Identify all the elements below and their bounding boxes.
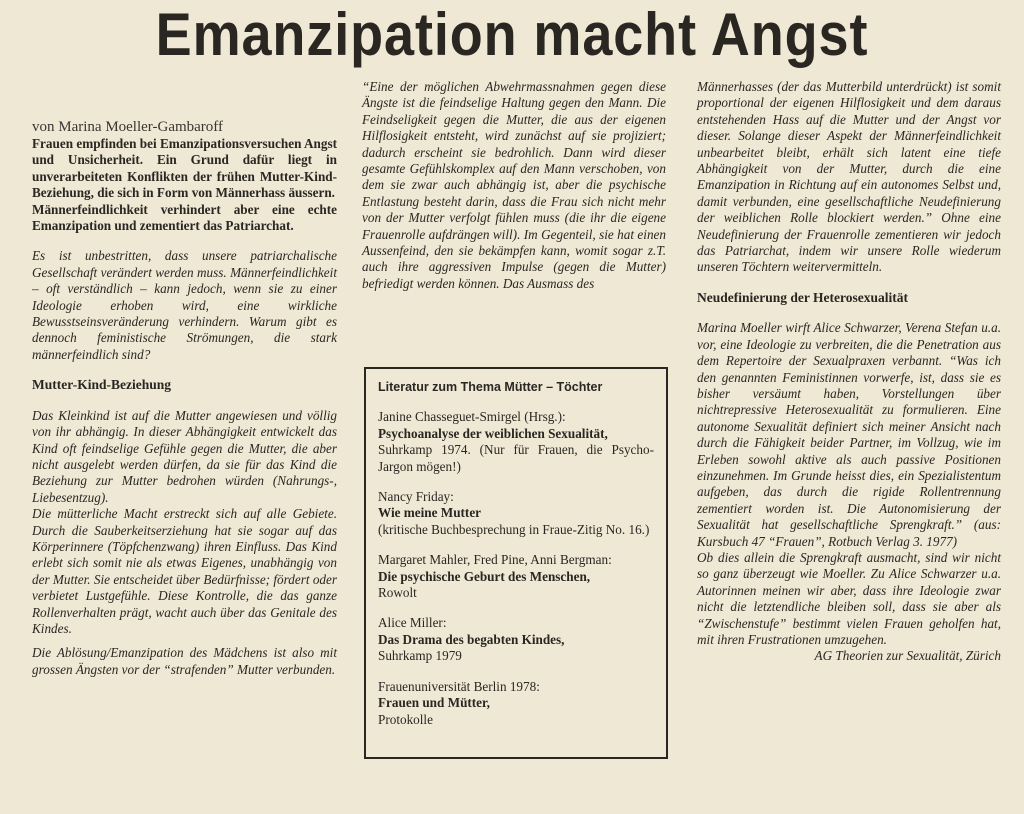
entry-author: Janine Chasseguet-Smirgel (Hrsg.): xyxy=(378,409,566,425)
entry-title: Die psychische Geburt des Menschen, xyxy=(378,568,591,584)
entry-note: Protokolle xyxy=(378,711,433,727)
byline: von Marina Moeller-Gambaroff xyxy=(32,119,224,135)
article-title: Emanzipation macht Angst xyxy=(155,1,869,68)
literature-entry xyxy=(378,615,654,664)
column-1 xyxy=(32,118,337,678)
literature-entry xyxy=(378,409,654,475)
entry-note: Rowolt xyxy=(378,585,417,601)
entry-note: Suhrkamp 1974. (Nur für Frauen, die Psycho-Jargon mögen!) xyxy=(378,442,654,474)
entry-title: Das Drama des begabten Kindes, xyxy=(378,631,565,647)
body-paragraph: Männerhasses (der das Mutterbild unterdrückt) ist somit proportional der eigenen Hilflosigkeit und dem daraus entstehenden Hass auf die Mutter und der Angst vor dieser. Solange dieser Aspekt der Männerfeindlichkeit unbearbeitet bleibt, erhält sich latent eine tiefe Abhängigkeit von der Mutter, durch die eine Emanzipation in Richtung auf ein autonomes Selbst und, damit verbunden, eine gesellschaftliche Neudefinierung der weiblichen Rolle blockiert werden.” Ohne eine Neudefinierung der Frauenrolle zementieren wir jedoch das Patriarchat, indem wir unsere Rolle wiederum unseren Töchtern weitervermitteln. xyxy=(697,79,1001,275)
entry-title: Frauen und Mütter, xyxy=(378,695,490,711)
literature-entry xyxy=(378,679,654,728)
body-paragraph: Ob dies allein die Sprengkraft ausmacht, sind wir nicht so ganz überzeugt wie Moeller. Zu Alice Schwarzer u.a. Autorinnen meinen wir aber, dass ihre Ideologie zwar nicht die letztendliche bleiben soll, dass sie aber als “Zwischenstufe” bestimmt vielen Frauen geholfen hat, mit ihren Frustrationen umzugehen. xyxy=(697,549,1001,647)
entry-note: (kritische Buchbesprechung in Fraue-Zitig No. 16.) xyxy=(378,521,650,537)
section-heading: Neudefinierung der Heterosexualität xyxy=(697,289,908,305)
body-paragraph: Marina Moeller wirft Alice Schwarzer, Verena Stefan u.a. vor, eine Ideologie zu verbreiten, die die Penetration aus dem Repertoire der Sexualpraxen verbannt. “Was ich den genannten Feministinnen vorwerfe, ist, dass sie es bisher versäumt haben, Vorstellungen über nichtrepressive Heterosexualität zu formulieren. Eine autonome Sexualität definiert sich meiner Ansicht nach durch die Fähigkeit beider Partner, im Vollzug, wie im Erleben sowohl aktive als auch passive Positionen einzunehmen. Im Grunde heisst dies, ein Spezialistentum aufgeben, das durch die rigide Rollentrennung zementiert worden ist. Die Autonomisierung der Sexualität hat gesellschaftliche Sprengkraft.” (aus: Kursbuch 47 “Frauen”, Rotbuch Verlag 3. 1977) xyxy=(697,320,1001,549)
literature-box xyxy=(364,367,668,759)
lead-paragraph: Frauen empfinden bei Emanzipationsversuchen Angst und Unsicherheit. Ein Grund dafür liegt in unverarbeiteten Konflikten der frühen Mutter-Kind-Beziehung, die sich in Form von Männerhass äussern. xyxy=(32,136,337,201)
entry-author: Nancy Friday: xyxy=(378,489,454,505)
intro-paragraph: Es ist unbestritten, dass unsere patriarchalische Gesellschaft verändert werden muss. Männerfeindlichkeit – oft verständlich – kann jedoch, wenn sie zu einer Ideologie erhoben wird, eine wirkliche Bewusstseinsveränderung verhindern. Warum gibt es dennoch feministische Strömungen, die stark männerfeindlich sind? xyxy=(32,248,337,362)
column-3 xyxy=(697,79,1001,665)
entry-author: Frauenuniversität Berlin 1978: xyxy=(378,678,540,694)
entry-author: Margaret Mahler, Fred Pine, Anni Bergman: xyxy=(378,552,612,568)
entry-author: Alice Miller: xyxy=(378,615,447,631)
body-paragraph: Die Ablösung/Emanzipation des Mädchens ist also mit grossen Ängsten vor der “strafenden” Mutter verbunden. xyxy=(32,645,337,677)
lead-paragraph: Männerfeindlichkeit verhindert aber eine echte Emanzipation und zementiert das Patriarchat. xyxy=(32,201,337,234)
literature-heading: Literatur zum Thema Mütter – Töchter xyxy=(378,380,603,394)
body-paragraph: Das Kleinkind ist auf die Mutter angewiesen und völlig von ihr abhängig. In dieser Abhängigkeit entwickelt das Kind oft feindselige Gefühle gegen die Mutter, die aber nicht ausgelebt werden dürfen, da sie für das Kind die Beziehung zur Mutter bedrohen würden (Nahrungs-, Liebesentzug). xyxy=(32,407,337,505)
entry-title: Wie meine Mutter xyxy=(378,505,482,521)
literature-entry xyxy=(378,489,654,538)
column-2 xyxy=(362,79,666,292)
entry-note: Suhrkamp 1979 xyxy=(378,648,462,664)
literature-entry xyxy=(378,552,654,601)
body-paragraph: Die mütterliche Macht erstreckt sich auf alle Gebiete. Durch die Sauberkeitserziehung hat sie sogar auf das Körperinnere (Töpfchenzwang) ihren Einfluss. Das Kind erlebt sich somit nie als etwas Eigenes, unabhängig von der Mutter. Sie entscheidet über Bedürfnisse; fördert oder verbietet Lustgefühle. Diese Kontrolle, die das ganze Rollenverhalten prägt, wacht auch über das Genitale des Kindes. xyxy=(32,506,337,636)
body-paragraph: “Eine der möglichen Abwehrmassnahmen gegen diese Ängste ist die feindselige Haltung gegen den Mann. Die Feindseligkeit gegen die Mutter, die aus der eigenen Hilflosigkeit entsteht, wird zunächst auf sie projiziert; dadurch erscheint sie bedrohlich. Dann wird dieser gesamte Gefühlskomplex auf den Mann verschoben, von dem sie zwar auch abhängig ist, aber die psychische Entlastung besteht darin, dass die Frau sich nicht mehr von der Mutter verfolgt fühlen muss (die ihr die eigene Frauenrolle aufdrängen will). Im Gegenteil, sie hat einen Aussenfeind, den sie bekämpfen kann, womit sogar z.T. auch ihre aggressiven Impulse (gegen die Mutter) befriedigt werden können. Das Ausmass des xyxy=(362,79,666,291)
section-heading: Mutter-Kind-Beziehung xyxy=(32,377,171,393)
signature: AG Theorien zur Sexualität, Zürich xyxy=(814,648,1001,664)
entry-title: Psychoanalyse der weiblichen Sexualität, xyxy=(378,425,608,441)
